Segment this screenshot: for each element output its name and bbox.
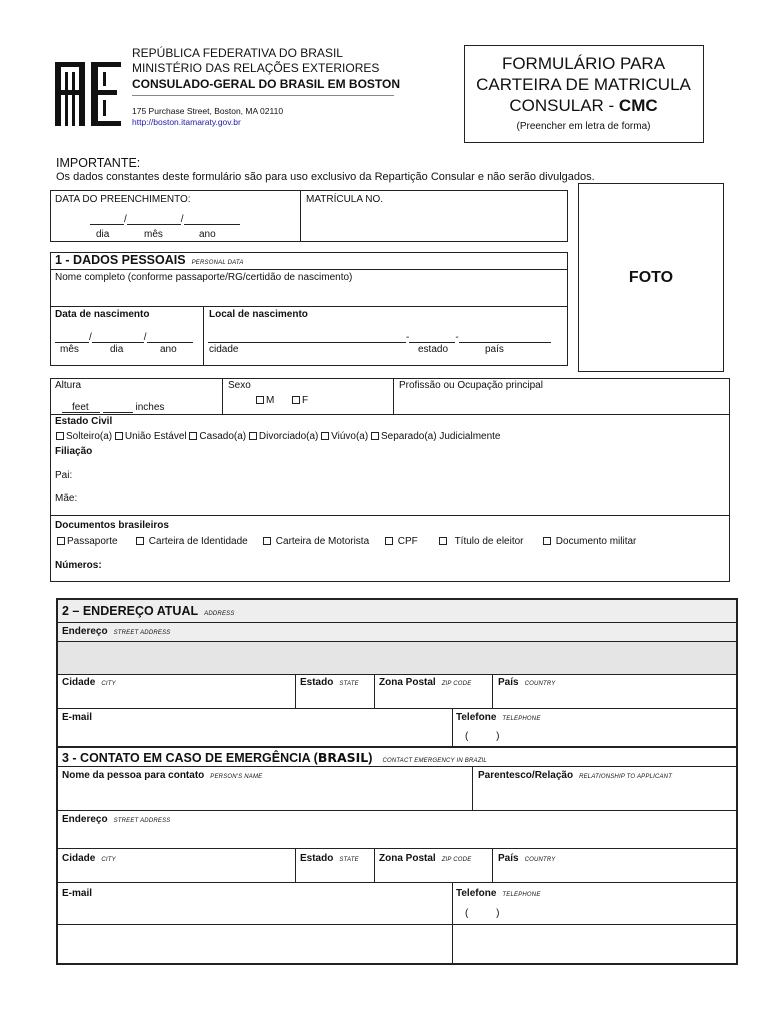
contact-state-field[interactable] [297, 865, 372, 881]
profession-label: Profissão ou Ocupação principal [399, 380, 543, 391]
height-label: Altura [55, 380, 82, 391]
birth-city-label: cidade [209, 344, 239, 355]
fill-date-year: ano [199, 229, 216, 240]
father-field[interactable] [80, 466, 720, 482]
photo-label: FOTO [628, 269, 674, 286]
contact-relation-field[interactable] [474, 782, 734, 808]
doc-option-voter[interactable]: Título de eleitor [439, 536, 524, 547]
doc-option-cpf[interactable]: CPF [385, 536, 418, 547]
form-title-note: (Preencher em letra de forma) [516, 121, 651, 132]
section3-title: 3 - CONTATO EM CASO DE EMERGÊNCIA (BRASIL) CONTACT EMERGENCY IN BRAZIL [62, 750, 487, 765]
fill-date-day: dia [96, 229, 110, 240]
birth-year-label: ano [160, 344, 177, 355]
civil-option[interactable]: União Estável [115, 431, 187, 442]
address-city-field[interactable] [60, 690, 293, 706]
ae-logo [53, 58, 125, 130]
header-ministerio: MINISTÉRIO DAS RELAÇÕES EXTERIORES [132, 61, 380, 75]
contact-name-label: Nome da pessoa para contato PERSON'S NAME [62, 770, 263, 781]
address-street-label: Endereço STREET ADDRESS [62, 626, 171, 637]
contact-email-field[interactable] [60, 900, 450, 922]
address-country-label: País COUNTRY [498, 677, 556, 688]
civil-option[interactable]: Viúvo(a) [321, 431, 368, 442]
address-phone-field[interactable]: ( ) [465, 731, 500, 742]
contact-city-label: Cidade CITY [62, 853, 116, 864]
fill-date-month: mês [144, 229, 163, 240]
numbers-label: Números: [55, 560, 102, 571]
contact-zip-label: Zona Postal ZIP CODE [379, 853, 472, 864]
important-heading: IMPORTANTE: [56, 156, 141, 170]
contact-name-field[interactable] [60, 782, 470, 808]
address-email-label: E-mail [62, 712, 93, 723]
matricula-field[interactable] [302, 205, 566, 240]
sex-f-checkbox[interactable]: F [292, 395, 308, 406]
section1-title: 1 - DADOS PESSOAIS PERSONAL DATA [55, 253, 244, 267]
address-zip-label: Zona Postal ZIP CODE [379, 677, 472, 688]
mother-label: Mãe: [55, 493, 78, 504]
civil-option[interactable]: Casado(a) [189, 431, 246, 442]
height-field[interactable]: feet inches [62, 402, 164, 413]
contact-email-label: E-mail [62, 888, 93, 899]
profession-field[interactable] [395, 392, 728, 413]
contact-state-label: Estado STATE [300, 853, 359, 864]
birth-state-label: estado [418, 344, 449, 355]
address-phone-label: Telefone TELEPHONE [456, 712, 541, 723]
contact-country-label: País COUNTRY [498, 853, 556, 864]
civil-status-options[interactable] [56, 431, 501, 442]
address-country-field[interactable] [494, 690, 734, 706]
important-text: Os dados constantes deste formulário são para uso exclusivo da Repartição Consular e não serão divulgados. [56, 171, 595, 183]
contact-relation-label: Parentesco/Relação RELATIONSHIP TO APPLICANT [478, 770, 673, 781]
header-website-link[interactable]: http://boston.itamaraty.gov.br [132, 117, 241, 127]
sex-m-checkbox[interactable]: M [256, 395, 274, 406]
form-title-line3: CONSULAR - CMC [509, 96, 658, 115]
contact-street-label: Endereço STREET ADDRESS [62, 814, 171, 825]
birth-day-label: dia [110, 344, 124, 355]
form-title-box [464, 45, 704, 143]
fill-date-field[interactable]: / / [90, 214, 240, 225]
birth-date-label: Data de nascimento [55, 309, 150, 320]
civil-status-label: Estado Civil [55, 416, 113, 427]
filiation-label: Filiação [55, 446, 93, 457]
contact-street-field[interactable] [60, 826, 734, 846]
full-name-label: Nome completo (conforme passaporte/RG/certidão de nascimento) [55, 272, 353, 283]
birth-country-label: país [485, 344, 504, 355]
header-consulado: CONSULADO-GERAL DO BRASIL EM BOSTON [132, 77, 401, 91]
form-title-line2: CARTEIRA DE MATRICULA [476, 75, 691, 94]
birth-date-field[interactable]: / / [55, 332, 193, 343]
address-zip-field[interactable] [376, 690, 490, 706]
address-city-label: Cidade CITY [62, 677, 116, 688]
civil-option[interactable]: Divorciado(a) [249, 431, 318, 442]
father-label: Pai: [55, 470, 73, 481]
contact-phone-label: Telefone TELEPHONE [456, 888, 541, 899]
address-street-field[interactable] [58, 642, 736, 674]
header-address: 175 Purchase Street, Boston, MA 02110 [132, 106, 284, 116]
mother-field[interactable] [80, 489, 720, 505]
doc-option-military[interactable]: Documento militar [543, 536, 636, 547]
civil-option[interactable]: Solteiro(a) [56, 431, 112, 442]
doc-option-id[interactable]: Carteira de Identidade [136, 536, 248, 547]
matricula-label: MATRÍCULA NO. [306, 194, 384, 205]
doc-option-driver[interactable]: Carteira de Motorista [263, 536, 369, 547]
header-republica: REPÚBLICA FEDERATIVA DO BRASIL [132, 46, 343, 60]
extra-field-left[interactable] [60, 926, 450, 962]
contact-zip-field[interactable] [376, 865, 490, 881]
address-email-field[interactable] [60, 724, 450, 744]
civil-option[interactable]: Separado(a) Judicialmente [371, 431, 501, 442]
birth-month-label: mês [60, 344, 79, 355]
contact-phone-field[interactable]: ( ) [465, 908, 500, 919]
sex-label: Sexo [228, 380, 251, 391]
address-state-field[interactable] [297, 690, 372, 706]
photo-box [578, 183, 724, 372]
doc-option-passport[interactable]: Passaporte [57, 536, 118, 547]
documents-label: Documentos brasileiros [55, 520, 169, 531]
contact-city-field[interactable] [60, 865, 293, 881]
birth-place-label: Local de nascimento [209, 309, 308, 320]
extra-field-right[interactable] [454, 926, 734, 962]
numbers-field[interactable] [105, 556, 725, 576]
section2-title: 2 – ENDEREÇO ATUAL ADDRESS [62, 604, 235, 618]
form-title-line1: FORMULÁRIO PARA [501, 54, 666, 73]
fill-date-label: DATA DO PREENCHIMENTO: [55, 194, 191, 205]
birth-place-field[interactable]: - - [208, 332, 551, 343]
address-state-label: Estado STATE [300, 677, 359, 688]
contact-country-field[interactable] [494, 865, 734, 881]
full-name-field[interactable] [52, 285, 566, 305]
